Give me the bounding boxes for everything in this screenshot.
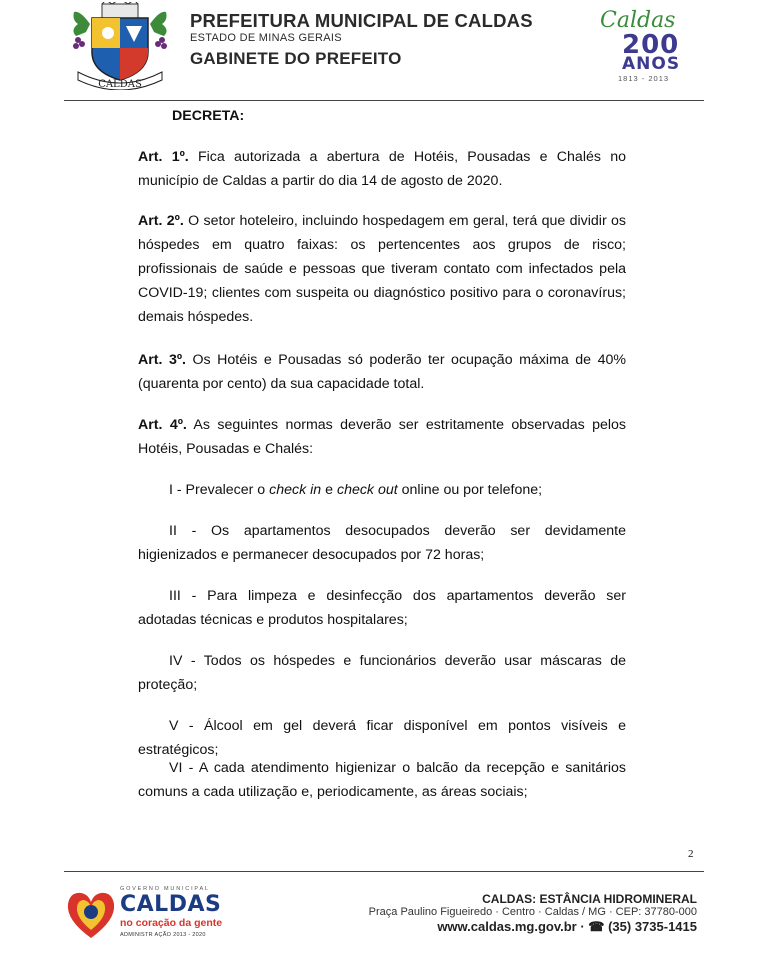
- article-label: Art. 4º.: [138, 417, 187, 433]
- anniversary-logo: [592, 8, 708, 84]
- header-subtitle: ESTADO DE MINAS GERAIS: [190, 32, 342, 44]
- footer-address: Praça Paulino Figueiredo · Centro · Caldas / MG · CEP: 37780-000: [368, 906, 697, 918]
- anniversary-anos: ANOS: [622, 54, 681, 74]
- logo-admin-period: ADMINISTR AÇÃO 2013 - 2020: [120, 932, 206, 938]
- page-number: 2: [688, 848, 694, 860]
- article-4: [138, 413, 626, 461]
- article-text: O setor hoteleiro, incluindo hospedagem em geral, terá que dividir os hóspedes em quatro faixas: os pertencentes aos grupos de risco; profissionais de saúde e pessoas que tiveram contato com infectados pela COVID-19; clientes com suspeita ou diagnóstico positivo para o coronavírus; demais hóspedes.: [138, 213, 627, 325]
- list-item: VI - A cada atendimento higienizar o balcão da recepção e sanitários comuns a cada utilização e, periodicamente, as áreas sociais;: [138, 760, 626, 800]
- header-divider: [64, 100, 704, 101]
- logo-government-label: GOVERNO MUNICIPAL: [120, 886, 210, 892]
- list-item: II - Os apartamentos desocupados deverão ser devidamente higienizados e permanecer desocupados por 72 horas;: [138, 523, 626, 563]
- article-2: [138, 209, 626, 329]
- anniversary-word: Caldas: [600, 8, 676, 33]
- footer-divider: [64, 871, 704, 872]
- article-text: Fica autorizada a abertura de Hotéis, Pousadas e Chalés no município de Caldas a partir do dia 14 de agosto de 2020.: [138, 149, 626, 189]
- list-item: IV - Todos os hóspedes e funcionários deverão usar máscaras de proteção;: [138, 653, 626, 693]
- article-text: Os Hotéis e Pousadas só poderão ter ocupação máxima de 40% (quarenta por cento) da sua capacidade total.: [138, 352, 626, 392]
- anniversary-number: 200: [622, 30, 680, 60]
- list-item: I - Prevalecer o check in e check out online ou por telefone;: [169, 482, 543, 498]
- header-office: GABINETE DO PREFEITO: [190, 49, 402, 68]
- decree-heading: DECRETA:: [172, 108, 245, 124]
- footer-contact: www.caldas.mg.gov.br · ☎ (35) 3735-1415: [437, 919, 697, 934]
- article-text: As seguintes normas deverão ser estritamente observadas pelos Hotéis, Pousadas e Chalés:: [138, 417, 626, 457]
- article-label: Art. 2º.: [138, 213, 184, 229]
- article-3: [138, 348, 626, 396]
- heart-icon: [64, 888, 118, 942]
- administration-logo: [64, 884, 224, 944]
- list-item: III - Para limpeza e desinfecção dos apartamentos deverão ser adotadas técnicas e produtos hospitalares;: [138, 588, 626, 628]
- header-title: PREFEITURA MUNICIPAL DE CALDAS: [190, 10, 533, 31]
- svg-text:CALDAS: CALDAS: [98, 79, 142, 90]
- footer-tagline: CALDAS: ESTÂNCIA HIDROMINERAL: [482, 892, 697, 906]
- logo-city-name: CALDAS: [120, 892, 222, 917]
- list-item: V - Álcool em gel deverá ficar disponível em pontos visíveis e estratégicos;: [138, 718, 626, 758]
- article-label: Art. 3º.: [138, 352, 186, 368]
- article-label: Art. 1º.: [138, 149, 189, 165]
- anniversary-years: 1813 - 2013: [618, 74, 670, 83]
- article-1: [138, 145, 626, 193]
- logo-slogan: no coração da gente: [120, 917, 223, 929]
- municipal-crest-logo: [68, 2, 172, 90]
